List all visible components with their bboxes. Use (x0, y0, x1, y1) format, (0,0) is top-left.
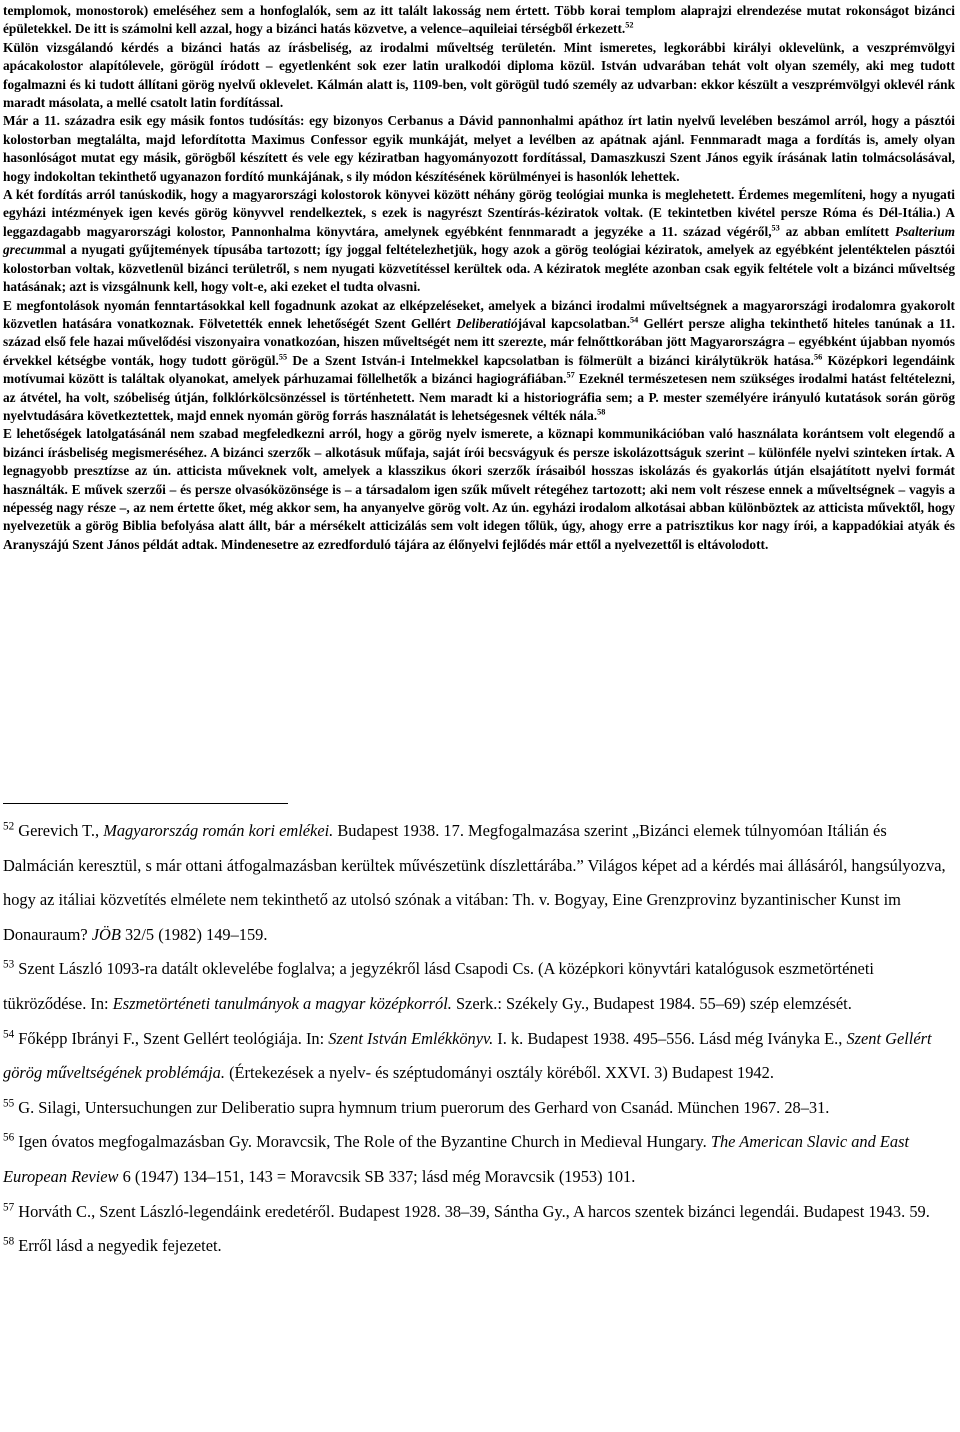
footnote-number: 56 (3, 1131, 15, 1144)
footnote-ref-55[interactable]: 55 (278, 352, 288, 362)
paragraph (3, 297, 955, 426)
text-run: jával kapcsolatban. (517, 315, 630, 331)
text-run: Ezeknél természetesen nem szükséges irodalmi hatást feltételezni, az átvétel, ha volt, szóbeliség útján, folklórkölcsönzéssel is történhetett. Nem maradt ki a historiográfia sem; a P. mester személyére irányuló kutatások során görög nyelvtudására következtettek, majd ennek nyomán görög forrás használatát is lehetségesnek vélték nála. (3, 371, 955, 423)
italic-title: The American Slavic and East European Review (3, 1132, 910, 1186)
italic-title: Szent István Emlékkönyv. (328, 1028, 494, 1048)
footnote-text: 6 (1947) 134–151, 143 = Moravcsik SB 337; lásd még Moravcsik (1953) 101. (118, 1166, 636, 1186)
footnote-number: 58 (3, 1235, 15, 1248)
text-run: Már a 11. századra esik egy másik fontos tudósítás: egy bizonyos Cerbanus a Dávid pannonhalmi apáthoz írt latin nyelvű levelében beszámol arról, hogy a pásztói kolostorban megtalálta, majd lefordította Maximus Confessor egyik munkáját, melyet a levélben az apátnak ajánl. Fennmaradt maga a fordítás is, amely olyan hasonlóságot mutat egy másik, görögből készített és vele egy kéziratban hagyományozott fordítással, Damaszkuszi Szent János egyik írásának latin tolmácsolásával, hogy indokoltan tekinthető ugyanazon fordító munkájának, s ily módon készítésének körülményei is hasonlók lehettek. (3, 113, 955, 184)
footnote-separator (3, 803, 288, 804)
italic-title: Eszmetörténeti tanulmányok a magyar középkorról. (112, 993, 452, 1013)
text-run: E megfontolások nyomán fenntartásokkal kell fogadnunk azokat az elképzeléseket, amelyek a bizánci irodalmi műveltségnek a magyarországi irodalomra gyakorolt közvetlen hatására vonatkoznak. Fölvetették ennek lehetőségét Szent Gellért (3, 297, 955, 331)
italic-title: JÖB (91, 924, 121, 944)
italic-title: Deliberatió (456, 315, 518, 331)
footnote-text: Főképp Ibrányi F., Szent Gellért teológiája. In: (14, 1028, 329, 1048)
text-run: E lehetőségek latolgatásánál nem szabad megfeledkezni arról, hogy a görög nyelv ismerete, a köznapi kommunikációban való használata korántsem volt elegendő a bizánci írásbeliség megismeréséhez. A bizánci szerzők – alkotásuk műfaja, saját írói becsvágyuk és persze iskolázottságuk szerint – különféle nyelvi szinteken írtak. A legnagyobb presztízse az ún. atticista műveknek volt, amelyek a klasszikus ókori szerzők írásaiból hosszas iskolázás és gyakorlás útján elsajátított nyelvi formát használták. E művek szerzői – és persze olvasóközönsége is – a társadalom igen szűk művelt rétegéhez tartozott; aki nem volt részese ennek a műveltségnek – vagyis a népesség nagy része –, az nem értette őket, még akkor sem, ha anyanyelve görög volt. Az ún. egyházi irodalom alkotásai abban különböztek az atticista művektől, hogy nyelvezetük a görög Biblia befolyása alatt állt, bár a mérsékelt atticizálás sem volt idegen tőlük, úgy, ahogy erre a patrisztikus kor nagy írói, a kappadókiai atyák és Aranyszájú Szent János példát adtak. Mindenesetre az ezredforduló tájára az élőnyelvi fejlődés már ettől a nyelvezettől is eltávolodott. (3, 426, 955, 552)
text-run: templomok, monostorok) emeléséhez sem a honfoglalók, sem az itt talált lakosság nem értett. Több korai templom alaprajzi elrendezése mutat rokonságot bizánci épületekkel. De itt is számolni kell azzal, hogy a bizánci hatás közvetve, a velence–aquileiai térségből érkezett. (3, 3, 955, 37)
footnote-text: Igen óvatos megfogalmazásban Gy. Moravcsik, The Role of the Byzantine Church in Medieval Hungary. (14, 1132, 711, 1152)
text-run: A két fordítás arról tanúskodik, hogy a magyarországi kolostorok könyvei között néhány görög teológiai munka is meglehetett. Érdemes megemlíteni, hogy a nyugati egyházi intézmények igen kevés görög könyvvel rendelkeztek, s ezek is nagyrészt Szentírás-kéziratok voltak. (E tekintetben kivétel persze Róma és Dél-Itália.) A leggazdagabb magyarországi kolostor, Pannonhalma könyvtára, amelynek egyébként fennmaradt a jegyzéke a 11. század végéről, (3, 187, 955, 239)
footnote-text: I. k. Budapest 1938. 495–556. Lásd még Iványka E., (493, 1028, 847, 1048)
footnote-text: Szerk.: Székely Gy., Budapest 1984. 55–69) szép elemzését. (451, 993, 852, 1013)
text-run: Gellért persze aligha tekinthető hiteles tanúnak a 11. század első fele hazai művelődési viszonyaira vonatkozóan, hiszen műveltségét nem itt szerezte, már felnőttkorában jött Magyarországra – egyébként újabban nyomós érvekkel kétségbe vonták, hogy tudott görögül. (3, 315, 955, 368)
italic-title: Psalterium grecum (3, 223, 955, 258)
body-text (3, 2, 955, 554)
text-run: De a Szent István-i Intelmekkel kapcsolatban is fölmerült a bizánci királytükrök hatása. (292, 352, 814, 368)
footnote-ref-56[interactable]: 56 (813, 352, 823, 362)
footnote (3, 952, 955, 1021)
footnote-text: (Értekezések a nyelv- és széptudományi osztály köréből. XXVI. 3) Budapest 1942. (224, 1063, 774, 1083)
footnote (3, 1125, 955, 1194)
footnote-text: Gerevich T., (14, 821, 104, 840)
paragraph (3, 425, 955, 554)
footnote (3, 814, 955, 952)
text-run: Külön vizsgálandó kérdés a bizánci hatás az írásbeliség, az irodalmi műveltség területén. Mint ismeretes, legkorábbi királyi oklevelünk, a veszprémvölgyi apácakolostor alapítólevele, görögül íródott – egyetlenként sok ezer latin uralkodói diploma közül. István udvarában tehát volt olyan személy, aki meg tudott fogalmazni és ki tudott állítani görög nyelvű oklevelet. Kálmán alatt is, 1109-ben, volt görögül tudó személy az udvarban: ekkor készült a veszprémvölgyi oklevél ránk maradt másolata, a mellé csatolt latin fordítással. (3, 39, 955, 111)
text-run: az abban említett (785, 223, 890, 239)
footnote-text: Horváth C., Szent László-legendáink eredetéről. Budapest 1928. 38–39, Sántha Gy., A harcos szentek bizánci legendái. Budapest 1943. 59. (14, 1201, 930, 1221)
footnote (3, 1195, 955, 1230)
footnote-number: 53 (3, 958, 15, 971)
paragraph (3, 186, 955, 296)
paragraph (3, 112, 955, 186)
footnote-text: Budapest 1938. 17. Megfogalmazása szerint „Bizánci elemek túlnyomóan Itálián és Dalmácián keresztül, s már ottani átfogalmazásban kerültek művészetünk díszlettárába.” Világos képet ad a kérdés mai állásáról, hangsúlyozva, hogy az itáliai közvetítés elmélete nem tekinthető az utolsó szónak a vitában: Th. v. Bogyay, Eine Grenzprovinz byzantinischer Kunst im Donauraum? (3, 821, 946, 944)
footnote-ref-54[interactable]: 54 (629, 315, 639, 325)
footnote-number: 57 (3, 1201, 15, 1214)
italic-title: Magyarország román kori emlékei. (103, 821, 334, 840)
footnote-ref-58[interactable]: 58 (597, 407, 606, 417)
footnote (3, 1091, 955, 1126)
footnote (3, 1022, 955, 1091)
text-run: Középkori legendáink motívumai között is találtak olyanokat, amelyek párhuzamai föllelhetők a bizánci hagiográfiában. (3, 352, 955, 387)
italic-title: Szent Gellért görög műveltségének problémája. (3, 1028, 932, 1083)
footnote-number: 54 (3, 1028, 15, 1041)
paragraph (3, 2, 955, 112)
footnote-text: Erről lásd a negyedik fejezetet. (14, 1236, 222, 1256)
footnote-number: 55 (3, 1097, 15, 1110)
footnote (3, 1229, 955, 1264)
footnote-ref-52[interactable]: 52 (625, 20, 634, 30)
footnote-text: G. Silagi, Untersuchungen zur Deliberatio supra hymnum trium puerorum des Gerhard von Csanád. München 1967. 28–31. (14, 1097, 830, 1117)
text-run: mal a nyugati gyűjtemények típusába tartozott; így joggal feltételezhetjük, hogy azok a görög teológiai kéziratok, amelyek az egyébként jelentéktelen pásztói kolostorban voltak, közvetlenül bizánci területről, s nem nyugati közvetítéssel kerültek oda. A kéziratok megléte azonban csak egyik feltétele volt a bizánci műveltség hatásának; azt is vizsgálnunk kell, hogy volt-e, aki ezeket el tudta olvasni. (3, 242, 955, 295)
footnote-ref-57[interactable]: 57 (566, 370, 575, 380)
footnote-ref-53[interactable]: 53 (771, 223, 780, 233)
footnote-number: 52 (3, 820, 15, 833)
footnotes (3, 814, 955, 1264)
footnote-text: 32/5 (1982) 149–159. (120, 924, 268, 944)
footnote-text: Szent László 1093-ra datált oklevelébe foglalva; a jegyzékről lásd Csapodi Cs. (A középkori könyvtári katalógusok eszmetörténeti tükröződése. In: (3, 959, 874, 1013)
